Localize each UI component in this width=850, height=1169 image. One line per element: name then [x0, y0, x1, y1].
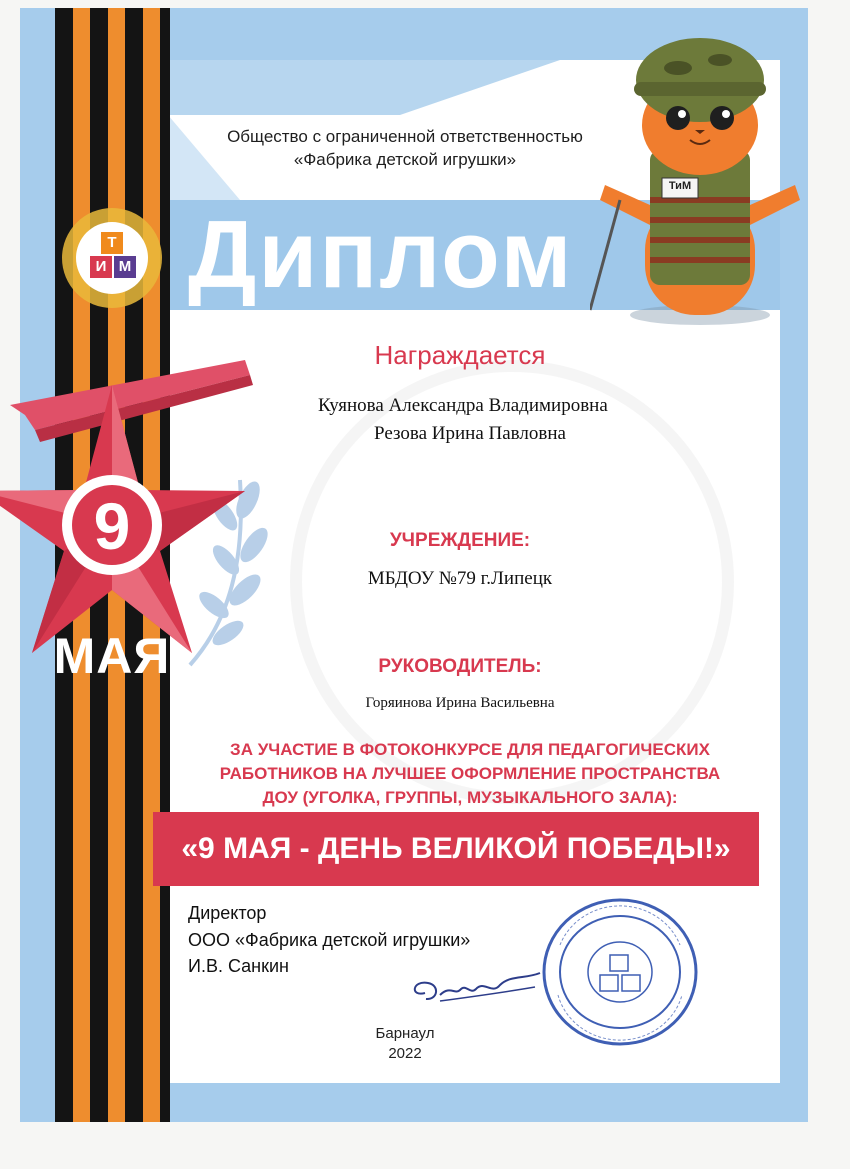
- supervisor-label: РУКОВОДИТЕЛЬ:: [378, 656, 542, 677]
- awardee-name-2: Резова Ирина Павловна: [374, 423, 566, 444]
- contest-line-1: ЗА УЧАСТИЕ В ФОТОКОНКУРСЕ ДЛЯ ПЕДАГОГИЧЕСКИХ: [230, 740, 710, 759]
- logo-letter-m: М: [114, 256, 136, 278]
- contest-banner: «9 МАЯ - ДЕНЬ ВЕЛИКОЙ ПОБЕДЫ!»: [153, 812, 759, 886]
- supervisor-value: Горяинова Ирина Васильевна: [365, 695, 555, 711]
- logo-letter-t: Т: [101, 232, 123, 254]
- handwritten-signature: [400, 965, 550, 1015]
- logo-letter-i: И: [90, 256, 112, 278]
- org-line-1: Общество с ограниченной ответственностью: [227, 127, 583, 146]
- mascot-cat-icon: [590, 10, 810, 340]
- contest-line-3: ДОУ (УГОЛКА, ГРУППЫ, МУЗЫКАЛЬНОГО ЗАЛА):: [262, 788, 678, 807]
- star-day: 9: [93, 489, 131, 563]
- footer-year: 2022: [388, 1045, 422, 1062]
- company-logo: [62, 208, 162, 308]
- awardee-name-1: Куянова Александра Владимировна: [318, 395, 608, 416]
- signer-name: И.В. Санкин: [188, 956, 289, 976]
- star-month: МАЯ: [53, 628, 171, 684]
- footer-city: Барнаул: [375, 1025, 435, 1042]
- signer-role: Директор: [188, 903, 267, 923]
- company-stamp: [540, 895, 700, 1050]
- signer-org: ООО «Фабрика детской игрушки»: [188, 930, 471, 950]
- awarded-label: Награждается: [374, 340, 546, 370]
- institution-value: МБДОУ №79 г.Липецк: [367, 568, 553, 589]
- institution-label: УЧРЕЖДЕНИЕ:: [389, 530, 531, 551]
- mascot-badge: ТиМ: [668, 180, 692, 192]
- diploma-title: Диплом: [188, 201, 574, 308]
- org-line-2: «Фабрика детской игрушки»: [293, 150, 517, 169]
- contest-line-2: РАБОТНИКОВ НА ЛУЧШЕЕ ОФОРМЛЕНИЕ ПРОСТРАНСТВА: [219, 764, 721, 783]
